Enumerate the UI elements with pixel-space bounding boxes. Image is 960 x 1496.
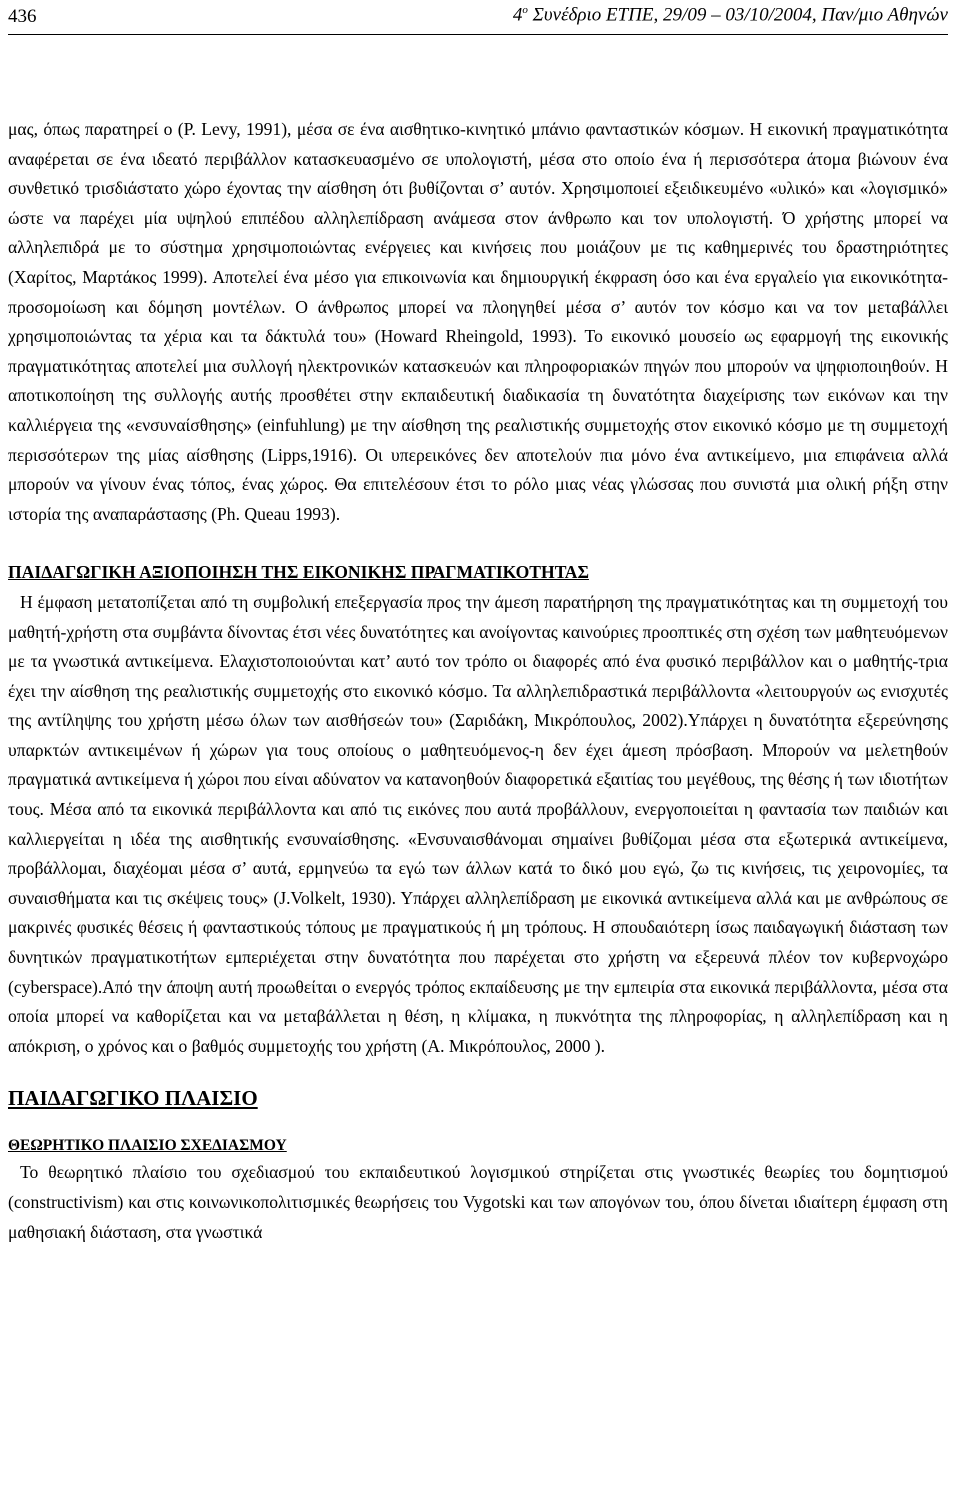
conference-ordinal: 4 (512, 4, 523, 26)
paragraph-intro: μας, όπως παρατηρεί ο (P. Levy, 1991), μέσα σε ένα αισθητικο-κινητικό μπάνιο φανταστικών κόσμων. Η εικονική πραγματικότητα αναφέρεται σε ένα ιδεατό περιβάλλον κατασκευασμένο σε υπολογιστή, μέσα στο οποίο ένα ή περισσότερα άτομα βιώνουν ένα συνθετικό τρισδιάστατο χώρο έχοντας την αίσθηση ότι βυθίζονται σ’ αυτόν. Χρησιμοποιεί εξειδικευμένο «υλικό» και «λογισμικό» ώστε να παρέχει μία υψηλού επιπέδου αλληλεπίδραση ανάμεσα στον άνθρωπο και τον υπολογιστή. Ό χρήστης μπορεί να αλληλεπιδρά με το σύστημα χρησιμοποιώντας ενέργειες και κινήσεις που μοιάζουν με τις καθημερινές του δραστηριότητες (Χαρίτος, Μαρτάκος 1999). Αποτελεί ένα μέσο για επικοινωνία και δημιουργική έκφραση όσο και ένα εργαλείο για εικονικότητα-προσομοίωση και δόμηση μοντέλων. Ο άνθρωπος μπορεί να πλοηγηθεί μέσα σ’ αυτόν τον κόσμο και να τον μεταβάλλει χρησιμοποιώντας τα χέρια και τα δάκτυλά του» (Howard Rheingold, 1993). Το εικονικό μουσείο ως εφαρμογή της εικονικής πραγματικότητας αποτελεί μια συλλογή ηλεκτρονικών κατασκευών και πληροφοριακών πηγών που μπορούν να ψηφιοποιηθούν. Η αποτικοποίηση της συλλογής αυτής προσθέτει στην εκπαιδευτική διαδικασία τη δυνατότητα διαχείρισης των εικόνων και την καλλιέργεια της «ενσυναίσθησης» (einfuhlung) με την αίσθηση της ρεαλιστικής συμμετοχής στον εικονικό κόσμο με τη συμμετοχή περισσότερων της μίας αίσθησης (Lipps,1916). Οι υπερεικόνες δεν αποτελούν πια μόνο ένα αντικείμενο, μια επιφάνεια αλλά μπορούν να γίνουν ένας τόπος, ένας χώρος. Θα επιτελέσουν έτσι το ρόλο μιας νέας γλώσσας που συνιστά μια ολική ρήξη στην ιστορία της αναπαράστασης (Ph. Queau 1993). (8, 119, 948, 524)
paragraph-pedagogical-use: Η έμφαση μετατοπίζεται από τη συμβολική επεξεργασία προς την άμεση παρατήρηση της πραγματικότητας και τη συμμετοχή του μαθητή-χρήστη στα συμβάντα δίνοντας έτσι νέες δυνατότητες και ανοίγοντας καινούριες προοπτικές στη σχέση των μαθητευόμενων με τα γνωστικά αντικείμενα. Ελαχιστοποιούνται κατ’ αυτό τον τρόπο οι διαφορές από ένα φυσικό περιβάλλον και ο μαθητής-τρια έχει την αίσθηση της ρεαλιστικής συμμετοχής στο εικονικό κόσμο. Τα αλληλεπιδραστικά περιβάλλοντα «λειτουργούν ως ενισχυτές της αντίληψης του χρήστη μέσω όλων των αισθήσεών του» (Σαριδάκη, Μικρόπουλος, 2002).Υπάρχει η δυνατότητα εξερεύνησης υπαρκτών αντικειμένων ή χώρων για τους οποίους ο μαθητευόμενος-η δεν έχει άμεση πρόσβαση. Μπορούν να μελετηθούν πραγματικά αντικείμενα ή χώροι που είναι αδύνατον να κατανοηθούν διαφορετικά εξαιτίας του μεγέθους, της θέσης ή των ιδιοτήτων τους. Μέσα από τα εικονικά περιβάλλοντα και από τις εικόνες που αυτά προβάλλουν, ενεργοποιείται η φαντασία των παιδιών και καλλιεργείται η ιδέα της αισθητικής ενσυναίσθησης. «Ενσυναισθάνομαι σημαίνει βυθίζομαι μέσα στα εξωτερικά αντικείμενα, προβάλλομαι, διαχέομαι μέσα σ’ αυτά, ερμηνεύω τα εγώ των άλλων κατά το δικό μου εγώ, ζω τις κινήσεις, τις χειρονομίες, τα συναισθήματα και τις σκέψεις τους» (J.Volkelt, 1930). Υπάρχει αλληλεπίδραση με εικονικά αντικείμενα αλλά και με ανθρώπους σε μακρινές φυσικές θέσεις ή φανταστικούς τόπους με πραγματικούς ή μη τρόπους. Η σπουδαιότερη ίσως παιδαγωγική διάσταση των δυνητικών πραγματικοτήτων εμπεριέχεται στην δυνατότητα που παρέχεται στο χρήστη να εξερευνά πλέον τον κυβερνοχώρο (cyberspace).Από την άποψη αυτή προωθείται ο ενεργός τρόπος εκπαίδευσης με την εμπειρία στα εικονικά περιβάλλοντα, μέσα στα οποία μπορεί να καθορίζεται και να μεταβάλλεται η θέση, η κλίμακα, η πυκνότητα της πληροφορίας, η αλληλεπίδραση και η απόκριση, ο χρόνος και ο βαθμός συμμετοχής του χρήστη (Α. Μικρόπουλος, 2000 ). (8, 591, 948, 1056)
conference-title: Συνέδριο ΕΤΠΕ, 29/09 – 03/10/2004, Παν/μιο Αθηνών (527, 4, 948, 26)
page-header (8, 0, 948, 35)
section-heading-pedagogical-use: ΠΑΙΔΑΓΩΓΙΚΗ ΑΞΙΟΠΟΙΗΣΗ ΤΗΣ ΕΙΚΟΝΙΚΗΣ ΠΡΑΓΜΑΤΙΚΟΤΗΤΑΣ (8, 562, 589, 583)
subsection-heading: ΘΕΩΡΗΤΙΚΟ ΠΛΑΙΣΙΟ ΣΧΕΔΙΑΣΜΟΥ (8, 1137, 287, 1155)
conference-ordinal-suffix: ο (522, 4, 528, 16)
chapter-heading: ΠΑΙΔΑΓΩΓΙΚΟ ΠΛΑΙΣΙΟ (8, 1086, 258, 1111)
page-number: 436 (8, 6, 37, 27)
page-body (8, 115, 948, 1247)
paragraph-theoretical-frame: Το θεωρητικό πλαίσιο του σχεδιασμού του εκπαιδευτικού λογισμικού στηρίζεται στις γνωστικές θεωρίες του δομητισμού (constructivism) και στις κοινωνικοπολιτισμικές θεωρήσεις του Vygotski και των απογόνων του, όπου δίνεται ιδιαίτερη έμφαση στη μαθησιακή διάσταση, στα γνωστικά (8, 1162, 948, 1242)
running-head (513, 4, 948, 26)
